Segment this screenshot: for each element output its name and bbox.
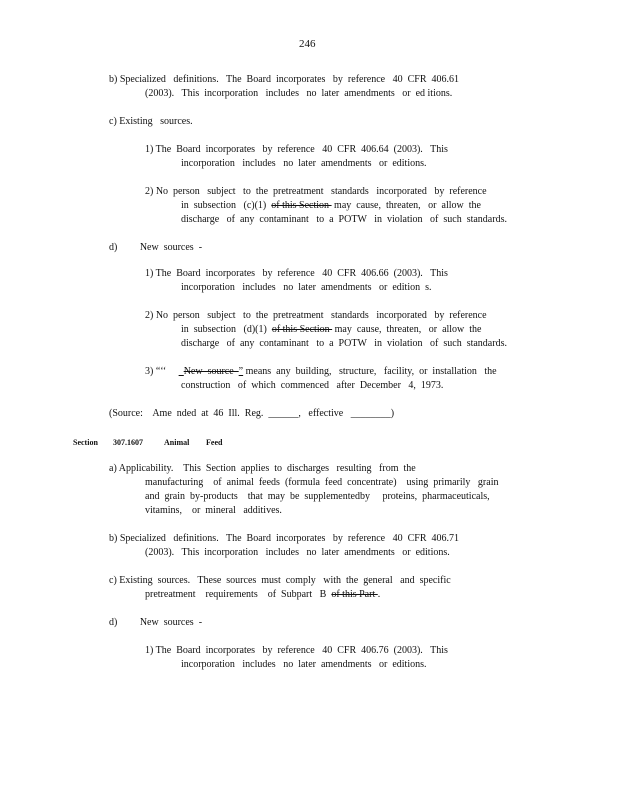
source-blank-1: ______ [268,408,299,419]
a-applicability-line-2: manufacturing of animal feeds (formula feed concentrate) using primarily grain [145,477,499,488]
a-applicability-line-3: and grain by-products that may be supplementedby proteins, pharmaceuticals, [145,491,490,502]
source-note-b: , effective [298,408,351,419]
d3-line-1-a: 3) “‘‘ [145,366,179,377]
c1-line-1: 1) The Board incorporates by reference 40 CFR 406.64 (2003). This [145,144,448,155]
d2-line-2-a: in subsection (d)(1) [181,324,272,335]
c2-line-1: 2) No person subject to the pretreatment standards incorporated by reference [145,186,487,197]
d3-line-1-c: means any building, structure, facility, or installation the [243,366,497,377]
page-number: 246 [299,38,316,50]
source-note-a: (Source: Ame nded at 46 Ill. Reg. [109,408,269,419]
b-specialized-line-1: b) Specialized definitions. The Board incorporates by reference 40 CFR 406.61 [109,74,460,85]
d2x1-line-2: incorporation includes no later amendments or editions. [181,659,427,670]
d-new-sources-2-heading: d) New sources - [109,617,203,628]
source-blank-2: ________ [350,408,391,419]
d1-line-1: 1) The Board incorporates by reference 40 CFR 406.66 (2003). This [145,268,448,279]
d2-line-1: 2) No person subject to the pretreatment standards incorporated by reference [145,310,487,321]
c2-struck-text: of this Section [271,200,332,211]
c-existing-2-line-2 [145,589,380,601]
section-title-1: Animal [164,438,190,447]
d2x1-line-1: 1) The Board incorporates by reference 40 CFR 406.76 (2003). This [145,645,448,656]
a-applicability-line-1: a) Applicability. This Section applies to discharges resulting from the [109,463,416,474]
c2-line-3: discharge of any contaminant to a POTW in violation of such standards. [181,214,507,225]
d3-line-1 [145,366,497,378]
c2-line-2 [181,200,481,212]
c-existing-heading: c) Existing sources. [109,116,193,127]
c-existing-2-line-1: c) Existing sources. These sources must comply with the general and specific [109,575,451,586]
d2-line-2 [181,324,482,336]
b2-specialized-line-1: b) Specialized definitions. The Board incorporates by reference 40 CFR 406.71 [109,533,460,544]
d1-line-2: incorporation includes no later amendments or edition s. [181,282,432,293]
d2-line-3: discharge of any contaminant to a POTW in violation of such standards. [181,338,507,349]
a-applicability-line-4: vitamins, or mineral additives. [145,505,282,516]
d2-line-2-b: may cause, threaten, or allow the [332,324,482,335]
d3-underline-mark: _ [178,366,184,377]
c2-line-2-b: may cause, threaten, or allow the [331,200,481,211]
b-specialized-line-2: (2003). This incorporation includes no later amendments or ed itions. [145,88,453,99]
section-label: Section [73,438,98,447]
d2-struck-text: of this Section [271,324,333,335]
c2-line-2-a: in subsection (c)(1) [181,200,272,211]
d3-line-1-b: New source [183,366,239,377]
c-existing-2-struck-text: of this Part [331,589,378,600]
source-note-c: ) [390,408,395,419]
section-title-2: Feed [206,438,223,447]
c1-line-2: incorporation includes no later amendments or editions. [181,158,427,169]
d3-line-2: construction of which commenced after December 4, 1973. [181,380,444,391]
d3-quote-mark: ” [238,366,244,377]
source-note [109,408,394,420]
c-existing-2-line-2-a: pretreatment requirements of Subpart B [145,589,332,600]
d-new-sources-heading: d) New sources - [109,242,203,253]
b2-specialized-line-2: (2003). This incorporation includes no later amendments or editions. [145,547,450,558]
c-existing-2-line-2-b: . [377,589,381,600]
section-number: 307.1607 [113,438,143,447]
